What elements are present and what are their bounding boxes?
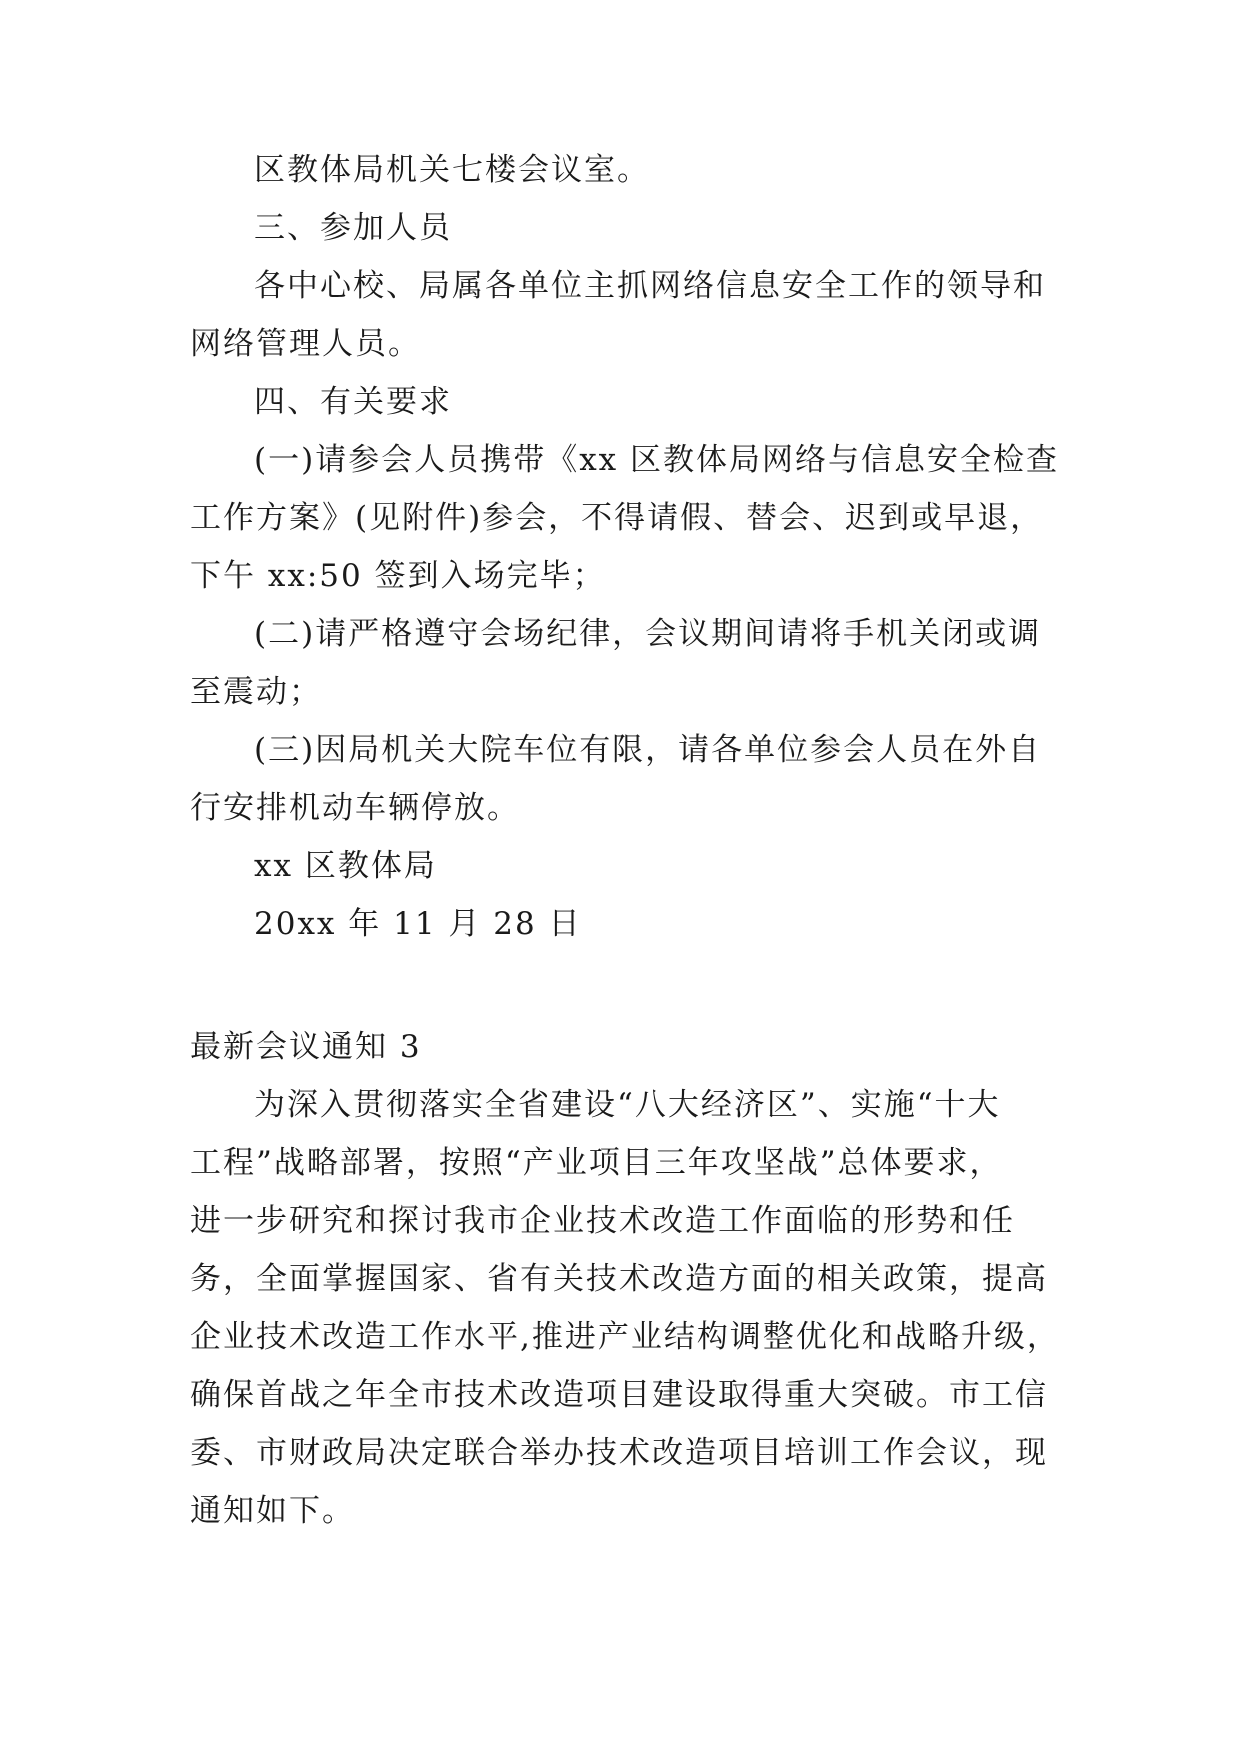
paragraph-line: 至震动； bbox=[190, 674, 322, 710]
paragraph-line: 确保首战之年全市技术改造项目建设取得重大突破。市工信 bbox=[190, 1377, 1048, 1413]
paragraph-line: 各中心校、局属各单位主抓网络信息安全工作的领导和 bbox=[254, 268, 1046, 304]
section-heading: 三、参加人员 bbox=[254, 210, 452, 246]
paragraph-line: (二)请严格遵守会场纪律，会议期间请将手机关闭或调 bbox=[254, 616, 1042, 652]
paragraph-line: 务，全面掌握国家、省有关技术改造方面的相关政策，提高 bbox=[190, 1261, 1048, 1297]
paragraph-line: 为深入贯彻落实全省建设“八大经济区”、实施“十大 bbox=[254, 1087, 1001, 1123]
paragraph-line: 委、市财政局决定联合举办技术改造项目培训工作会议，现 bbox=[190, 1435, 1048, 1471]
paragraph-line: (三)因局机关大院车位有限，请各单位参会人员在外自 bbox=[254, 732, 1042, 768]
paragraph-line: 区教体局机关七楼会议室。 bbox=[254, 152, 650, 188]
paragraph-line: 进一步研究和探讨我市企业技术改造工作面临的形势和任 bbox=[190, 1203, 1015, 1239]
signature-date: 20xx 年 11 月 28 日 bbox=[254, 906, 582, 942]
paragraph-line: 工作方案》(见附件)参会，不得请假、替会、迟到或早退， bbox=[190, 500, 1044, 536]
paragraph-line: 企业技术改造工作水平,推进产业结构调整优化和战略升级， bbox=[190, 1319, 1060, 1355]
paragraph-line: 网络管理人员。 bbox=[190, 326, 421, 362]
paragraph-line: 下午 xx:50 签到入场完毕； bbox=[190, 558, 606, 594]
paragraph-line: 行安排机动车辆停放。 bbox=[190, 790, 520, 826]
signature-organization: xx 区教体局 bbox=[254, 848, 437, 884]
notice-title: 最新会议通知 3 bbox=[190, 1029, 422, 1065]
paragraph-line: 工程”战略部署，按照“产业项目三年攻坚战”总体要求， bbox=[190, 1145, 1003, 1181]
section-heading: 四、有关要求 bbox=[254, 384, 452, 420]
paragraph-line: (一)请参会人员携带《xx 区教体局网络与信息安全检查 bbox=[254, 442, 1060, 478]
paragraph-line: 通知如下。 bbox=[190, 1493, 355, 1529]
